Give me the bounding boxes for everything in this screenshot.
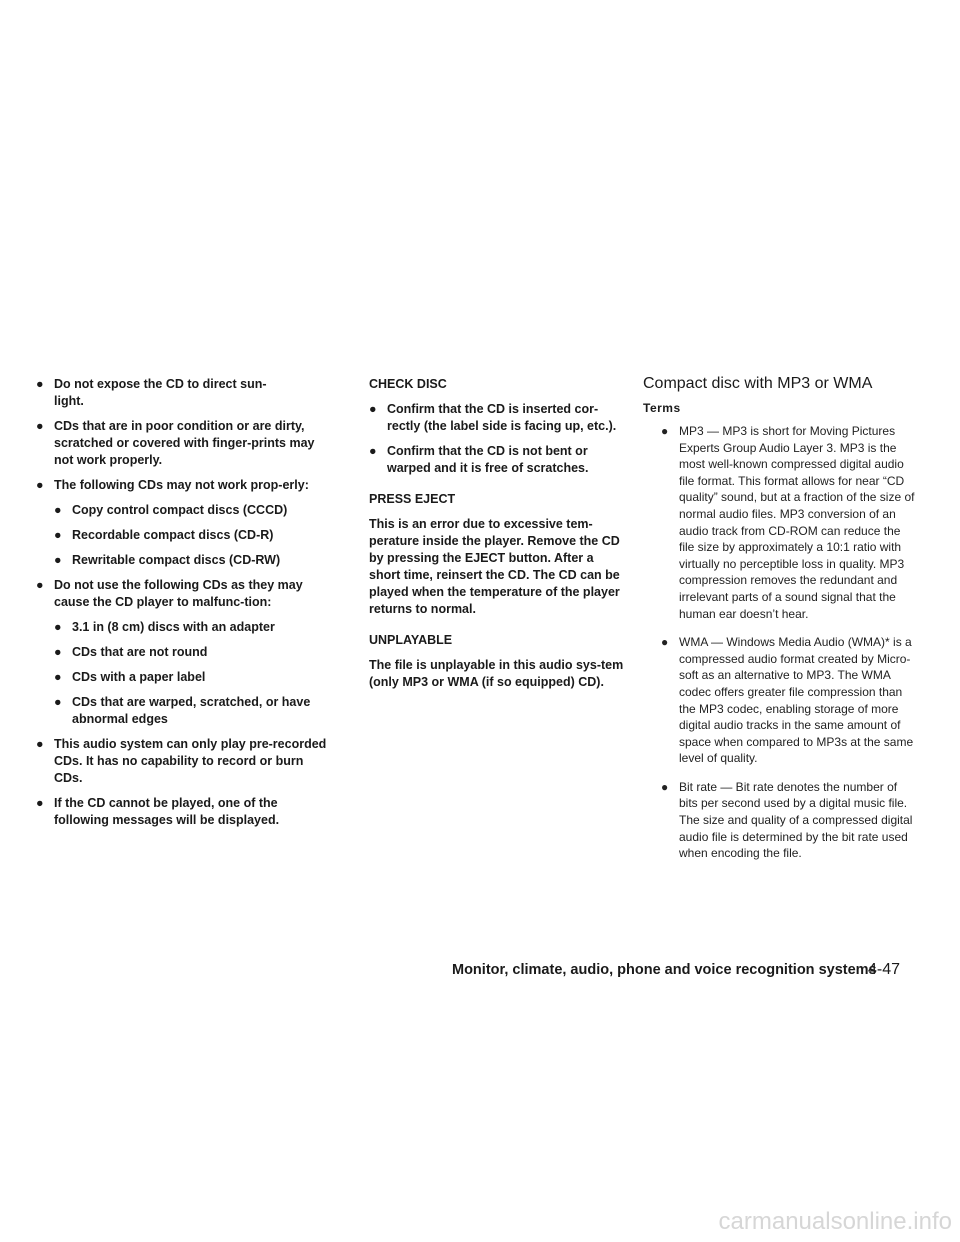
item-text: Recordable compact discs (CD-R) — [72, 528, 274, 542]
bullet-icon: ● — [369, 444, 377, 458]
bullet-icon: ● — [54, 670, 62, 684]
list-item — [369, 401, 627, 435]
bullet-icon: ● — [369, 402, 377, 416]
bullet-icon: ● — [36, 578, 44, 592]
sub-list — [54, 619, 328, 728]
sub-list-item — [54, 694, 328, 728]
section-title: Compact disc with MP3 or WMA — [643, 375, 873, 392]
list-item — [36, 736, 328, 787]
list-item — [661, 779, 918, 862]
list-item — [661, 634, 918, 767]
terms-label: Terms — [643, 401, 681, 415]
bullet-icon: ● — [54, 503, 62, 517]
unplayable-text: The file is unplayable in this audio sys-tem (only MP3 or WMA (if so equipped) CD). — [369, 658, 624, 689]
list-item — [36, 418, 328, 469]
column-middle — [369, 376, 627, 699]
bullet-icon: ● — [54, 620, 62, 634]
sub-list-item — [54, 644, 328, 661]
item-text: Do not expose the CD to direct sun- light. — [54, 377, 267, 408]
sub-list-item — [54, 527, 328, 544]
sub-list-item — [54, 669, 328, 686]
list-item — [36, 795, 328, 829]
item-text: This audio system can only play pre-recorded CDs. It has no capability to record or burn CDs. — [54, 737, 327, 785]
press-eject-text: This is an error due to excessive tem-perature inside the player. Remove the CD by pressing the EJECT button. After a short time, reinsert the CD. The CD can be played when the temperature of the player returns to normal. — [369, 517, 620, 616]
sub-list — [54, 502, 328, 569]
sub-list-item — [54, 502, 328, 519]
item-text: CDs that are warped, scratched, or have abnormal edges — [72, 695, 311, 726]
unplayable-heading: UNPLAYABLE — [369, 633, 453, 647]
bullet-icon: ● — [54, 695, 62, 709]
item-text: 3.1 in (8 cm) discs with an adapter — [72, 620, 275, 634]
check-disc-heading: CHECK DISC — [369, 377, 447, 391]
bullet-icon: ● — [661, 424, 669, 438]
page-footer — [0, 960, 960, 980]
press-eject-heading: PRESS EJECT — [369, 492, 456, 506]
bullet-icon: ● — [36, 419, 44, 433]
footer-section-title: Monitor, climate, audio, phone and voice recognition systems — [452, 962, 877, 978]
item-text: CDs that are in poor condition or are dirty, scratched or covered with finger-prints may not work properly. — [54, 419, 315, 467]
item-text: CDs with a paper label — [72, 670, 206, 684]
bullet-icon: ● — [661, 779, 669, 794]
item-text: Bit rate — Bit rate denotes the number of bits per second used by a digital music file. The size and quality of a compressed digital audio file is determined by the bit rate used when encoding the file. — [679, 779, 913, 861]
bullet-icon: ● — [36, 796, 44, 810]
item-text: Do not use the following CDs as they may cause the CD player to malfunc-tion: — [54, 578, 303, 609]
column-right — [643, 374, 918, 870]
list-item — [661, 423, 918, 622]
item-text: Confirm that the CD is inserted cor-rectly (the label side is facing up, etc.). — [387, 402, 617, 433]
item-text: The following CDs may not work prop-erly: — [54, 478, 309, 492]
bullet-icon: ● — [54, 645, 62, 659]
list-item — [36, 376, 328, 410]
item-text: Rewritable compact discs (CD-RW) — [72, 553, 281, 567]
sub-list-item — [54, 552, 328, 569]
bullet-icon: ● — [36, 377, 44, 391]
item-text: CDs that are not round — [72, 645, 208, 659]
column-left — [36, 376, 328, 837]
page-number: 4-47 — [868, 961, 901, 978]
bullet-icon: ● — [661, 635, 669, 650]
bullet-icon: ● — [54, 553, 62, 567]
item-text: WMA — Windows Media Audio (WMA)* is a compressed audio format created by Micro-soft as an alternative to MP3. The WMA codec offers greater file compression than the MP3 codec, enabling storage of more digital audio tracks in the same amount of space when compared to MP3s at the same level of quality. — [679, 635, 914, 766]
list-item — [36, 577, 328, 611]
item-text: MP3 — MP3 is short for Moving Pictures Experts Group Audio Layer 3. MP3 is the most well-known compressed digital audio file format. This format allows for near “CD quality” sound, but at a fraction of the size of normal audio files. MP3 conversion of an audio track from CD-ROM can reduce the file size by approximately a 10:1 ratio with virtually no perceptible loss in quality. MP3 compression removes the redundant and irrelevant parts of a sound signal that the human ear doesn’t hear. — [679, 424, 915, 621]
item-text: Confirm that the CD is not bent or warped and it is free of scratches. — [387, 444, 589, 475]
list-item — [369, 443, 627, 477]
item-text: If the CD cannot be played, one of the following messages will be displayed. — [54, 796, 280, 827]
bullet-icon: ● — [36, 478, 44, 492]
list-item — [36, 477, 328, 494]
bullet-icon: ● — [54, 528, 62, 542]
bullet-icon: ● — [36, 737, 44, 751]
sub-list-item — [54, 619, 328, 636]
item-text: Copy control compact discs (CCCD) — [72, 503, 288, 517]
watermark: carmanualsonline.info — [718, 1208, 952, 1235]
